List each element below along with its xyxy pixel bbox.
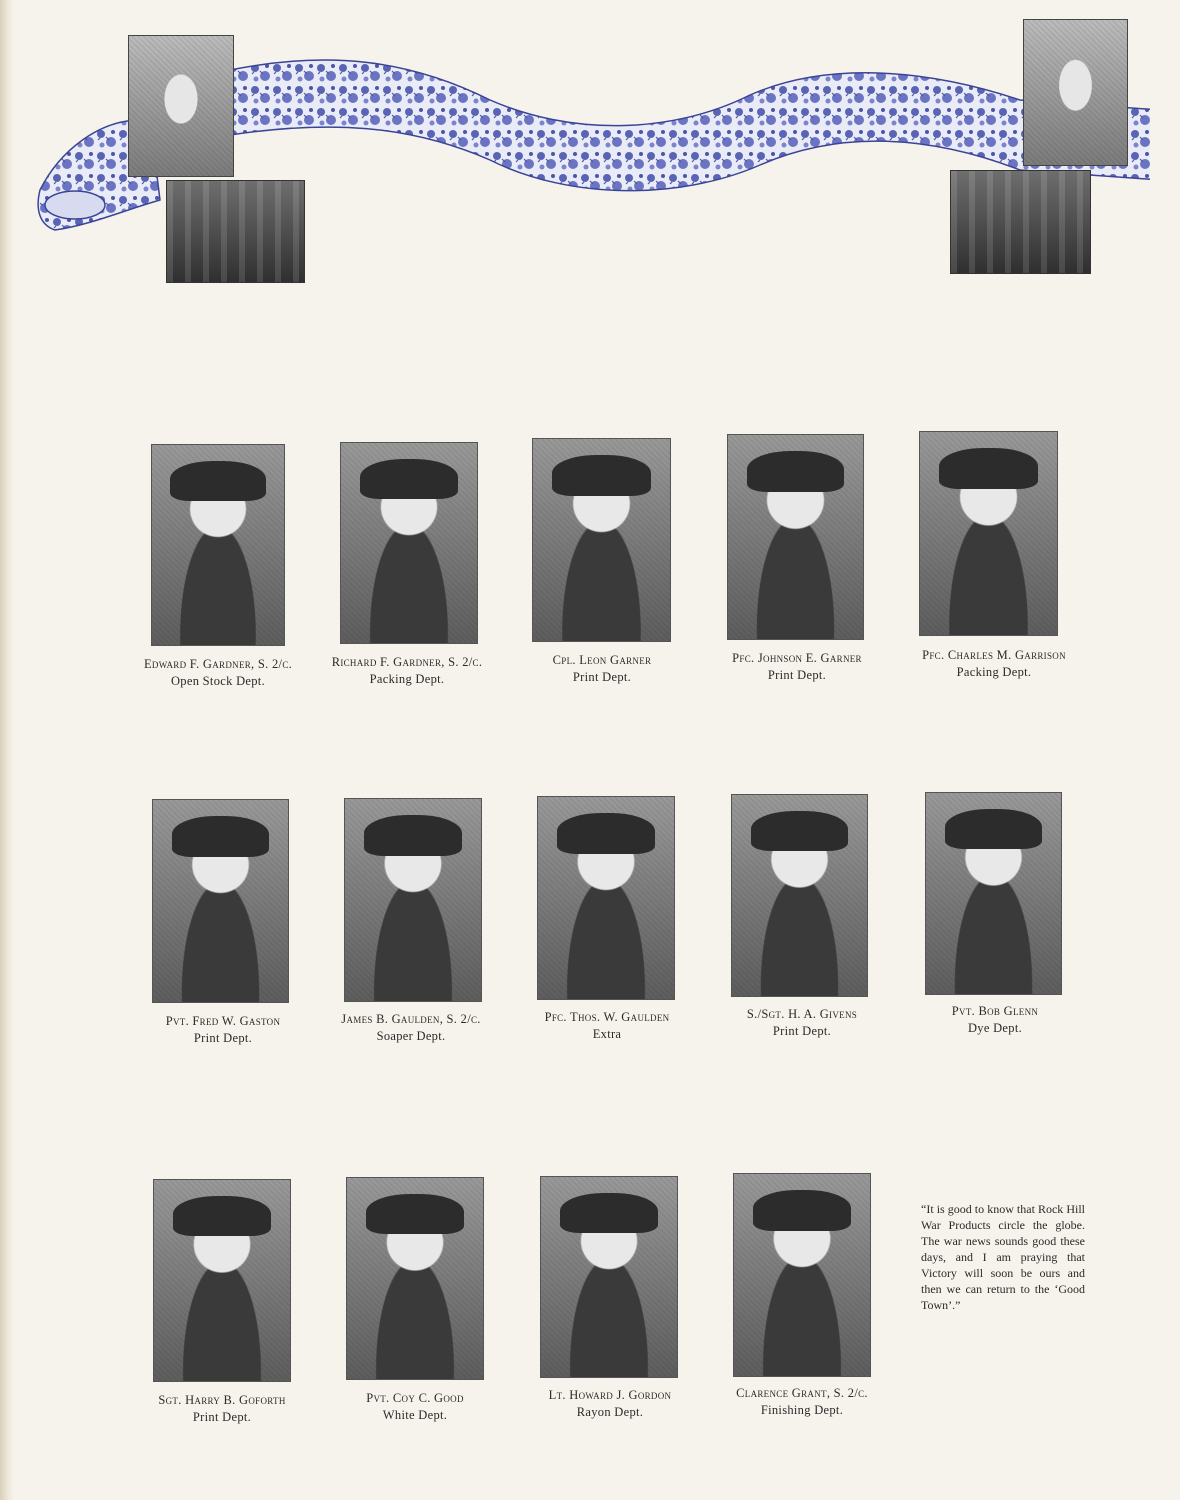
department: Extra xyxy=(592,1027,622,1041)
header-portrait-left xyxy=(128,35,234,177)
caption xyxy=(316,1011,506,1045)
caption xyxy=(707,1006,897,1040)
caption xyxy=(127,1392,317,1426)
caption xyxy=(320,1390,510,1424)
caption xyxy=(512,1009,702,1043)
person-name: James B. Gaulden, S. 2/c. xyxy=(341,1012,481,1026)
soldier-quote: “It is good to know that Rock Hill War Products circle the globe. The war news sounds good these days, and I am praying that Victory will soon be ours and then we can return to the ‘Good Town’.” xyxy=(921,1202,1085,1312)
person-name: Sgt. Harry B. Goforth xyxy=(158,1393,286,1407)
portrait-photo xyxy=(153,1179,291,1382)
header-portrait-right xyxy=(1023,19,1128,166)
portrait-photo xyxy=(346,1177,484,1380)
portrait-photo xyxy=(340,442,478,644)
portrait-photo xyxy=(733,1173,871,1377)
portrait-photo xyxy=(344,798,482,1002)
person-name: Pfc. Thos. W. Gaulden xyxy=(544,1010,670,1024)
department: Print Dept. xyxy=(772,1024,832,1038)
caption xyxy=(515,1387,705,1421)
portrait-photo xyxy=(919,431,1058,636)
portrait-photo xyxy=(731,794,868,997)
department: Open Stock Dept. xyxy=(170,674,266,688)
department: Rayon Dept. xyxy=(576,1405,644,1419)
person-name: Cpl. Leon Garner xyxy=(552,653,652,667)
caption xyxy=(899,647,1089,681)
person-name: Clarence Grant, S. 2/c. xyxy=(736,1386,868,1400)
portrait-photo xyxy=(151,444,285,646)
department: Print Dept. xyxy=(767,668,827,682)
department: Print Dept. xyxy=(193,1031,253,1045)
caption xyxy=(707,1385,897,1419)
department: Soaper Dept. xyxy=(376,1029,446,1043)
person-name: Lt. Howard J. Gordon xyxy=(548,1388,672,1402)
caption xyxy=(900,1003,1090,1037)
portrait-photo xyxy=(727,434,864,640)
caption xyxy=(507,652,697,686)
person-name: Richard F. Gardner, S. 2/c. xyxy=(331,655,483,669)
department: Packing Dept. xyxy=(369,672,445,686)
department: White Dept. xyxy=(382,1408,448,1422)
caption xyxy=(123,656,313,690)
department: Print Dept. xyxy=(572,670,632,684)
portrait-photo xyxy=(925,792,1062,995)
person-name: Pvt. Bob Glenn xyxy=(951,1004,1039,1018)
mill-scene-photo-left xyxy=(166,180,305,283)
department: Packing Dept. xyxy=(956,665,1032,679)
mill-scene-photo-right xyxy=(950,170,1091,274)
portrait-photo xyxy=(152,799,289,1003)
person-name: Pvt. Coy C. Good xyxy=(366,1391,464,1405)
department: Dye Dept. xyxy=(967,1021,1023,1035)
person-name: Edward F. Gardner, S. 2/c. xyxy=(143,657,293,671)
caption xyxy=(702,650,892,684)
person-name: Pvt. Fred W. Gaston xyxy=(165,1014,281,1028)
person-name: Pfc. Charles M. Garrison xyxy=(922,648,1066,662)
portrait-photo xyxy=(532,438,671,642)
portrait-photo xyxy=(540,1176,678,1378)
department: Finishing Dept. xyxy=(760,1403,844,1417)
portrait-photo xyxy=(537,796,675,1000)
caption xyxy=(312,654,502,688)
person-name: S./Sgt. H. A. Givens xyxy=(746,1007,858,1021)
caption xyxy=(128,1013,318,1047)
page-edge xyxy=(0,0,14,1500)
department: Print Dept. xyxy=(192,1410,252,1424)
person-name: Pfc. Johnson E. Garner xyxy=(732,651,862,665)
